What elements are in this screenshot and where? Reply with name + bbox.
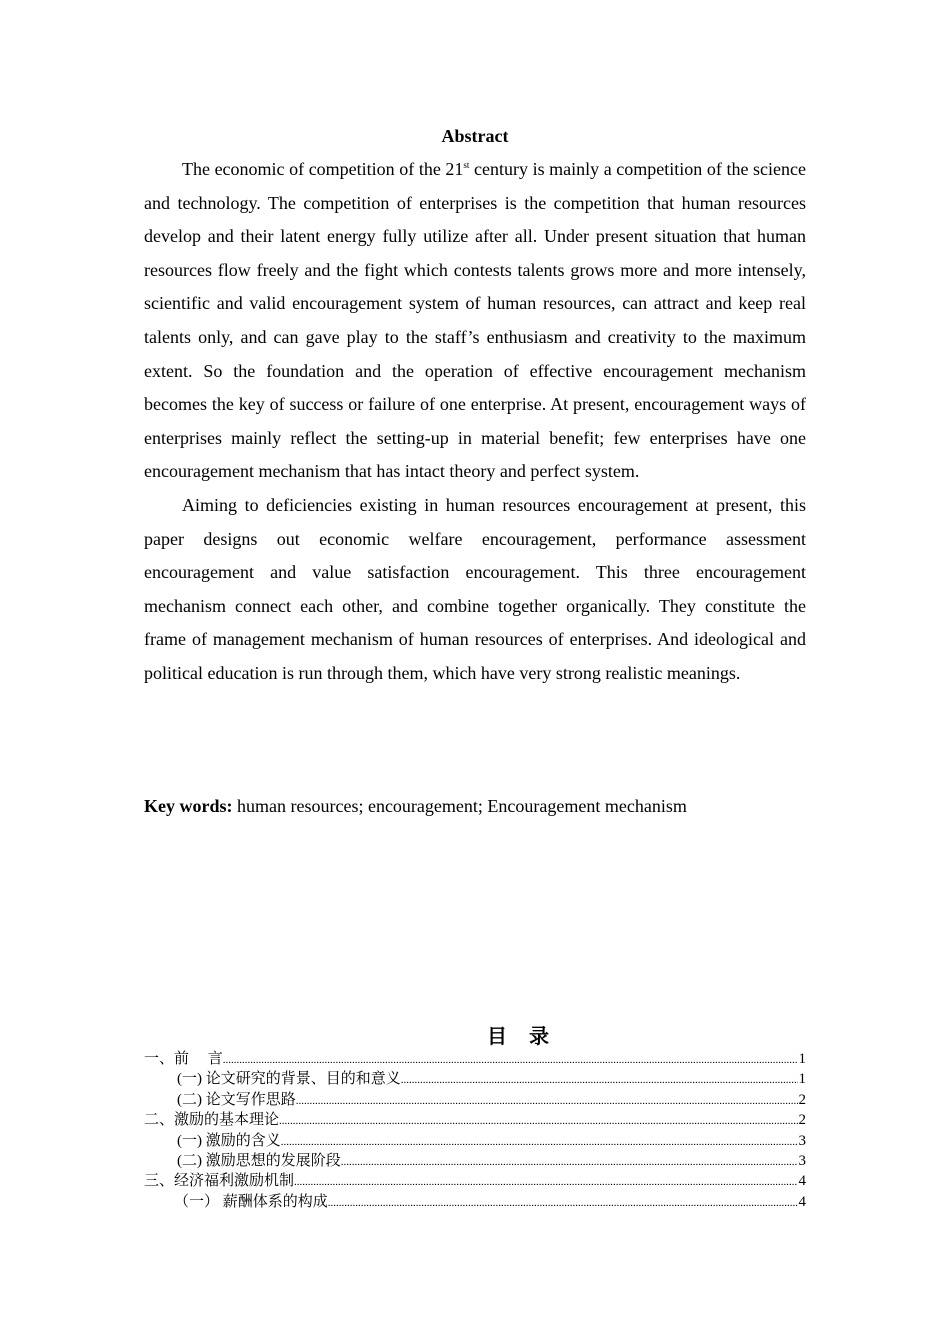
keywords-label: Key words: xyxy=(144,796,233,816)
toc-entry[interactable] xyxy=(144,1171,806,1191)
toc-entry-page: 2 xyxy=(798,1112,806,1129)
toc-dot-leader xyxy=(223,1050,798,1069)
toc-entry-label: (一) 激励的含义 xyxy=(177,1132,281,1149)
toc-dot-leader xyxy=(294,1172,798,1191)
toc-entry[interactable] xyxy=(144,1090,806,1110)
toc-entry[interactable] xyxy=(144,1151,806,1171)
abstract-paragraph-2: Aiming to deficiencies existing in human resources encouragement at present, this paper designs out economic welfare encouragement, performance assessment encouragement and value satisfaction encouragement. This three encouragement mechanism connect each other, and combine together organically. They constitute the frame of management mechanism of human resources of enterprises. And ideological and political education is run through them, which have very strong realistic meanings. xyxy=(144,494,806,683)
toc-heading xyxy=(144,1023,892,1049)
keywords-line xyxy=(144,790,806,824)
toc-dot-leader xyxy=(341,1152,798,1171)
toc-dot-leader xyxy=(401,1070,798,1089)
toc-heading-char-2: 录 xyxy=(529,1024,549,1048)
toc-dot-leader xyxy=(296,1091,798,1110)
table-of-contents xyxy=(144,1049,806,1212)
toc-entry-page: 4 xyxy=(798,1193,806,1210)
abstract-paragraph-1-rest: century is mainly a competition of the science and technology. The competition of enterprises is the competition that human resources develop and their latent energy fully utilize after all. Under present situation that human resources flow freely and the fight which contests talents grows more and more intensely, scientific and valid encouragement system of human resources, can attract and keep real talents only, and can gave play to the staff’s enthusiasm and creativity to the maximum extent. So the foundation and the operation of effective encouragement mechanism becomes the key of success or failure of one enterprise. At present, encouragement ways of enterprises mainly reflect the setting-up in material benefit; few enterprises have one encouragement mechanism that has intact theory and perfect system. xyxy=(144,159,806,482)
toc-dot-leader xyxy=(279,1111,798,1130)
toc-entry-label: 一、前 言 xyxy=(144,1051,223,1067)
ordinal-superscript: st xyxy=(463,160,470,170)
abstract-paragraph-1-start: The economic of competition of the 21 xyxy=(182,159,464,179)
toc-entry[interactable] xyxy=(144,1110,806,1130)
toc-dot-leader xyxy=(281,1132,798,1151)
toc-heading-char-1: 目 xyxy=(487,1024,507,1048)
toc-entry-page: 2 xyxy=(798,1091,806,1108)
toc-entry[interactable] xyxy=(144,1192,806,1212)
abstract-paragraph-1 xyxy=(144,153,806,489)
toc-entry-page: 1 xyxy=(798,1051,806,1067)
toc-entry[interactable] xyxy=(144,1131,806,1151)
toc-entry-page: 3 xyxy=(798,1152,806,1169)
toc-entry-label: 二、激励的基本理论 xyxy=(144,1112,280,1129)
toc-entry-label: (一) 论文研究的背景、目的和意义 xyxy=(177,1071,401,1088)
toc-entry-label: 三、经济福利激励机制 xyxy=(144,1173,295,1190)
toc-entry-label: (二) 论文写作思路 xyxy=(177,1091,296,1108)
toc-entry[interactable] xyxy=(144,1049,806,1069)
toc-entry-page: 4 xyxy=(798,1173,806,1190)
abstract-heading: Abstract xyxy=(441,126,509,146)
keywords-value: human resources; encouragement; Encouragement mechanism xyxy=(232,796,687,816)
toc-entry-label: (二) 激励思想的发展阶段 xyxy=(177,1152,341,1169)
abstract-body xyxy=(144,153,806,691)
toc-entry[interactable] xyxy=(144,1069,806,1089)
toc-entry-page: 1 xyxy=(798,1071,806,1088)
toc-entry-page: 3 xyxy=(798,1132,806,1149)
toc-entry-label: （一） 薪酬体系的构成 xyxy=(174,1193,328,1210)
toc-dot-leader xyxy=(328,1193,798,1212)
